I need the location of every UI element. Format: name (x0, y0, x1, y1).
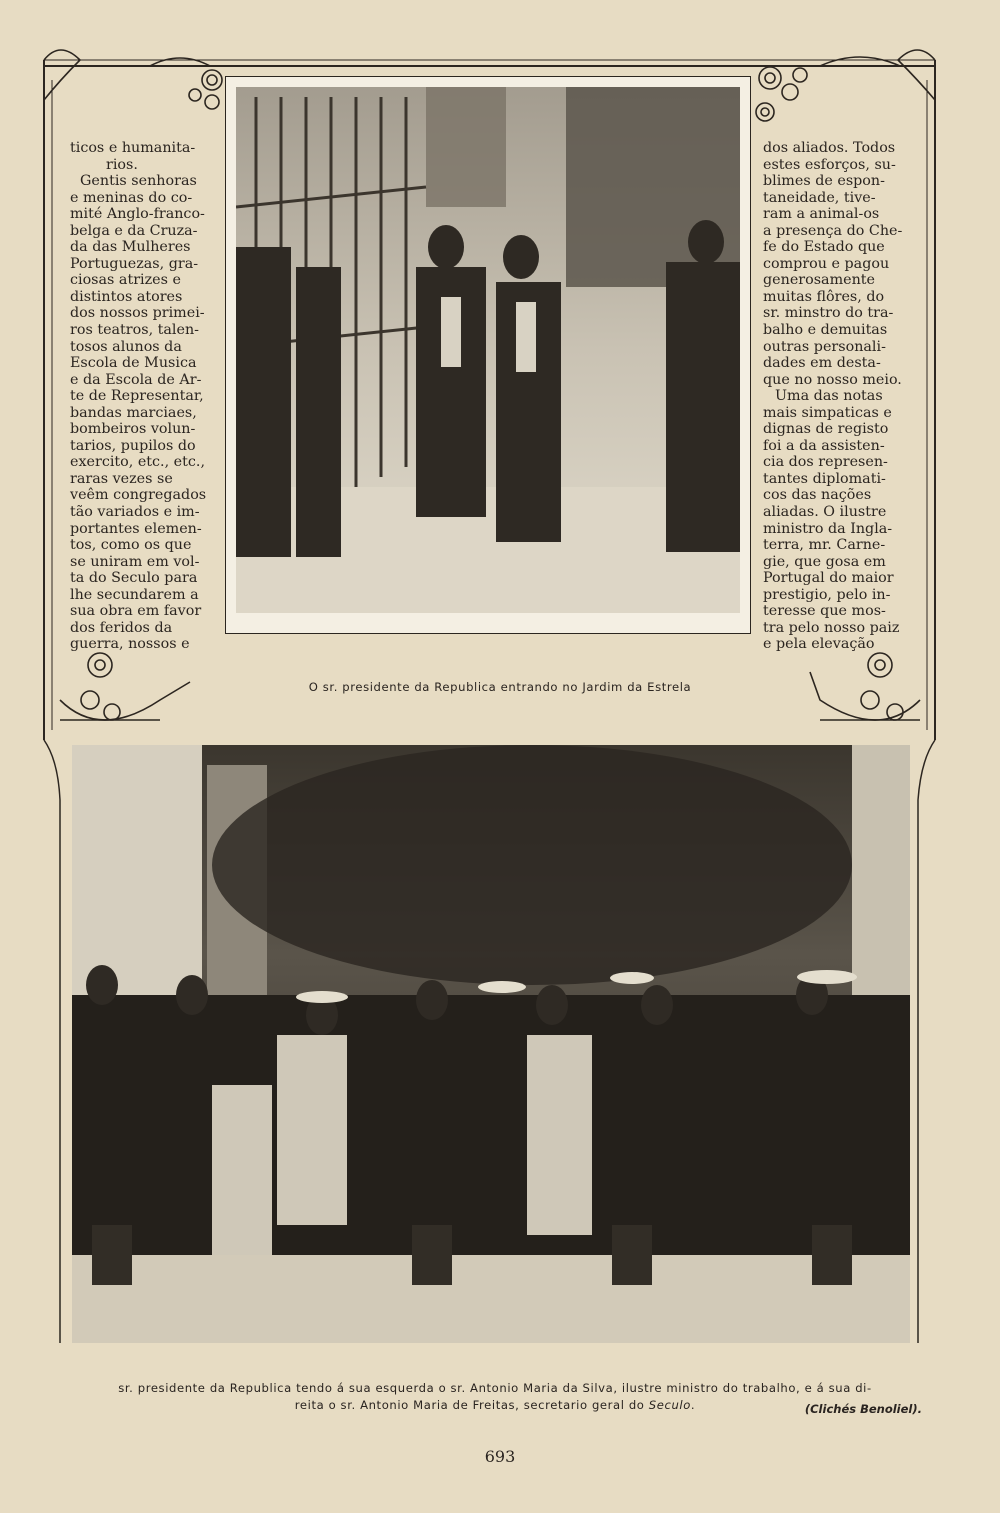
text-line: ram a animal-os (763, 206, 880, 223)
text-line: bandas marciaes, (70, 404, 197, 421)
rose-ornament-mid-right (810, 653, 920, 720)
text-line: teresse que mos- (763, 603, 886, 620)
top-photo-caption: O sr. presidente da Republica entrando no Jardim da Estrela (308, 680, 692, 694)
text-line: ciosas atrizes e (70, 272, 181, 289)
rose-ornament-top-left (44, 50, 222, 109)
photo-president-group (72, 745, 910, 1343)
text-line: portantes elemen- (70, 520, 202, 537)
text-line: da das Mulheres (70, 239, 191, 256)
text-line: Gentis senhoras (80, 173, 197, 190)
text-line: muitas flôres, do (763, 288, 885, 305)
text-line: tosos alunos da (70, 338, 182, 355)
text-line: exercito, etc., etc., (70, 454, 205, 471)
text-line: rios. (106, 156, 138, 173)
photo-credit: (Clichés Benoliel). (804, 1402, 922, 1416)
text-line: estes esforços, su- (763, 156, 896, 173)
text-line: te de Representar, (70, 388, 204, 405)
bottom-caption-line1: sr. presidente da Republica tendo á sua esquerda o sr. Antonio Maria da Silva, ilustre ministro do trabalho, e á sua di- (118, 1381, 872, 1395)
text-line: sr. minstro do tra- (763, 305, 894, 322)
text-line: ta do Seculo para (70, 570, 198, 587)
text-line: cos das nações (763, 487, 872, 504)
text-line: veêm congregados (70, 487, 207, 504)
text-line: ticos e humanita- (70, 140, 196, 156)
text-line: generosamente (763, 272, 876, 289)
bottom-caption-line2-end: . (690, 1398, 696, 1412)
rose-ornament-mid-left (60, 653, 190, 720)
text-line: distintos atores (70, 288, 183, 305)
text-line: tantes diplomati- (763, 470, 886, 487)
bottom-caption-line2-start: reita o sr. Antonio Maria de Freitas, secretario geral do (294, 1398, 649, 1412)
text-line: tos, como os que (70, 537, 192, 554)
text-line: belga e da Cruza- (70, 222, 198, 239)
text-line: ros teatros, talen- (70, 322, 200, 339)
text-line: comprou e pagou (763, 255, 890, 272)
rose-ornament-top-right (756, 50, 935, 121)
text-line: fe do Estado que (763, 239, 885, 256)
text-line: dos aliados. Todos (763, 140, 896, 156)
text-line: aliadas. O ilustre (763, 504, 887, 521)
text-line: tão variados e im- (70, 504, 200, 521)
text-line: Portugal do maior (763, 570, 894, 587)
text-line: guerra, nossos e (70, 636, 190, 653)
text-line: tra pelo nosso paiz (763, 619, 900, 636)
text-line: e pela elevação (763, 636, 875, 653)
text-line: e da Escola de Ar- (70, 371, 202, 388)
bottom-photo-caption (70, 1380, 920, 1414)
text-line: sua obra em favor (70, 603, 202, 620)
text-line: dignas de registo (763, 421, 889, 438)
right-text-column (763, 140, 909, 653)
text-line: foi a da assisten- (763, 437, 885, 454)
text-line: taneidade, tive- (763, 189, 876, 206)
text-line: dos nossos primei- (70, 305, 205, 322)
text-line: lhe secundarem a (70, 586, 199, 603)
text-line: Escola de Musica (70, 355, 197, 372)
text-line: terra, mr. Carne- (763, 537, 886, 554)
text-line: outras personali- (763, 338, 886, 355)
text-line: gie, que gosa em (763, 553, 886, 570)
text-line: dos feridos da (70, 619, 173, 636)
text-line: bombeiros volun- (70, 421, 196, 438)
left-text-column (70, 140, 210, 653)
text-line: cia dos represen- (763, 454, 888, 471)
text-line: tarios, pupilos do (70, 437, 196, 454)
text-line: blimes de espon- (763, 173, 885, 190)
text-line: Uma das notas (775, 388, 883, 405)
photo-president-entering-garden-image (236, 87, 740, 613)
text-line: Portuguezas, gra- (70, 255, 199, 272)
text-line: que no nosso meio. (763, 371, 902, 388)
text-line: mité Anglo-franco- (70, 206, 205, 223)
photo-president-group-image (72, 745, 910, 1343)
page-number: 693 (484, 1447, 516, 1466)
text-line: a presença do Che- (763, 222, 903, 239)
text-line: dades em desta- (763, 355, 881, 372)
text-line: e meninas do co- (70, 189, 193, 206)
text-line: se uniram em vol- (70, 553, 200, 570)
text-line: mais simpaticas e (763, 404, 892, 421)
bottom-caption-line2-emphasis: Seculo (648, 1398, 691, 1412)
photo-president-entering-garden (226, 77, 750, 633)
text-line: ministro da Ingla- (763, 520, 893, 537)
text-line: balho e demuitas (763, 322, 888, 339)
text-line: raras vezes se (70, 470, 173, 487)
text-line: prestigio, pelo in- (763, 586, 891, 603)
